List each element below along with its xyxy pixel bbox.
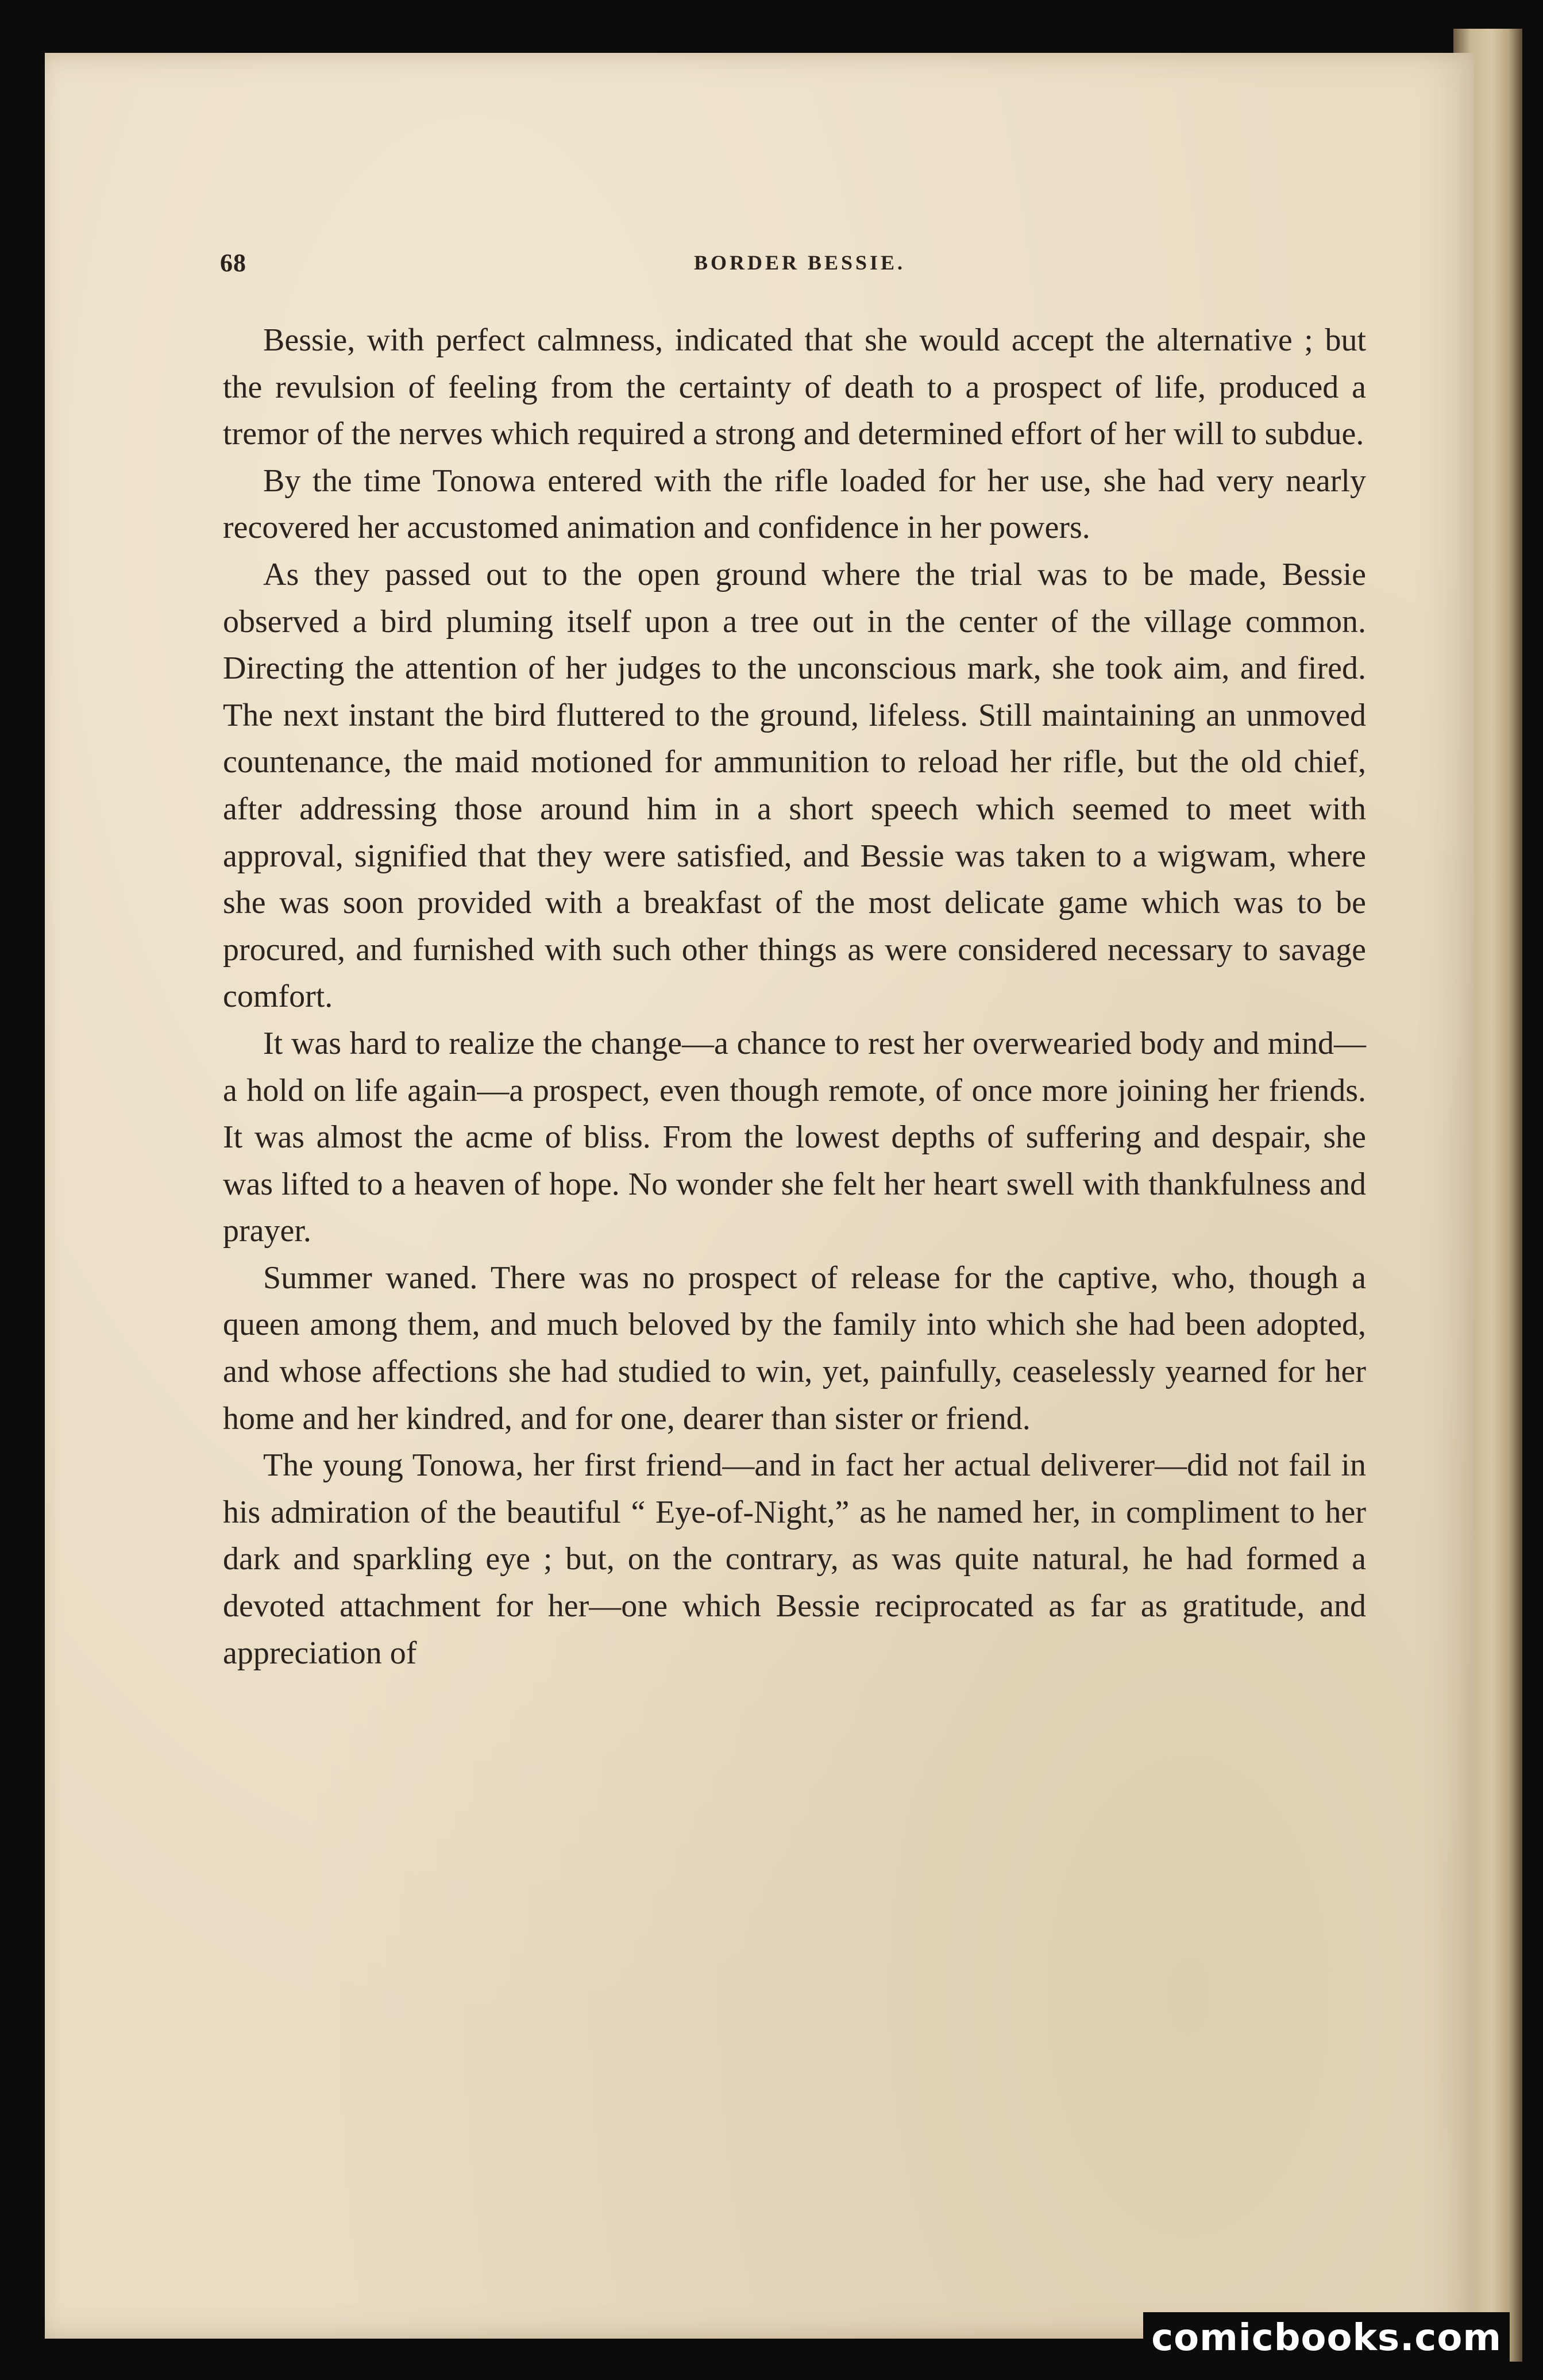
body-text [223, 317, 1366, 1677]
paragraph: The young Tonowa, her first friend—and in fact her actual deliverer—did not fail in his admiration of the beautiful “ Eye-of-Night,” as he named her, in compliment to her dark and sparkling eye ; but, on the contrary, as was quite natural, he had formed a devoted attachment for her—one which Bessie reciprocated as far as gratitude, and appreciation of [223, 1447, 1366, 1671]
paragraph: Summer waned. There was no prospect of release for the captive, who, though a queen among them, and much beloved by the family into which she had been adopted, and whose affections she had studied to win, yet, painfully, ceaselessly yearned for her home and her kindred, and for one, dearer than sister or friend. [223, 1260, 1366, 1437]
running-head [45, 248, 1474, 283]
paragraph: As they passed out to the open ground where the trial was to be made, Bessie observed a bird pluming itself upon a tree out in the center of the village common. Directing the attention of her judges to the unconscious mark, she took aim, and fired. The next instant the bird fluttered to the ground, lifeless. Still maintaining an unmoved countenance, the maid motioned for ammunition to reload her rifle, but the old chief, after addressing those around him in a short speech which seemed to meet with approval, signified that they were satisfied, and Bessie was taken to a wigwam, where she was soon provided with a breakfast of the most delicate game which was to be procured, and furnished with such other things as were considered necessary to savage comfort. [223, 556, 1366, 1015]
site-watermark: comicbooks.com [1143, 2312, 1510, 2364]
book-page [45, 53, 1474, 2339]
running-title: BORDER BESSIE. [693, 251, 906, 274]
page-number: 68 [220, 249, 246, 277]
paragraph: By the time Tonowa entered with the rifle loaded for her use, she had very nearly recovered her accustomed animation and confidence in her powers. [223, 463, 1366, 546]
paragraph: Bessie, with perfect calmness, indicated that she would accept the alternative ; but the revulsion of feeling from the certainty of death to a prospect of life, produced a tremor of the nerves which required a strong and determined effort of her will to subdue. [223, 322, 1366, 452]
paragraph: It was hard to realize the change—a chance to rest her overwearied body and mind—a hold on life again—a prospect, even though remote, of once more joining her friends. It was almost the acme of bliss. From the lowest depths of suffering and despair, she was lifted to a heaven of hope. No wonder she felt her heart swell with thankfulness and prayer. [223, 1025, 1366, 1249]
